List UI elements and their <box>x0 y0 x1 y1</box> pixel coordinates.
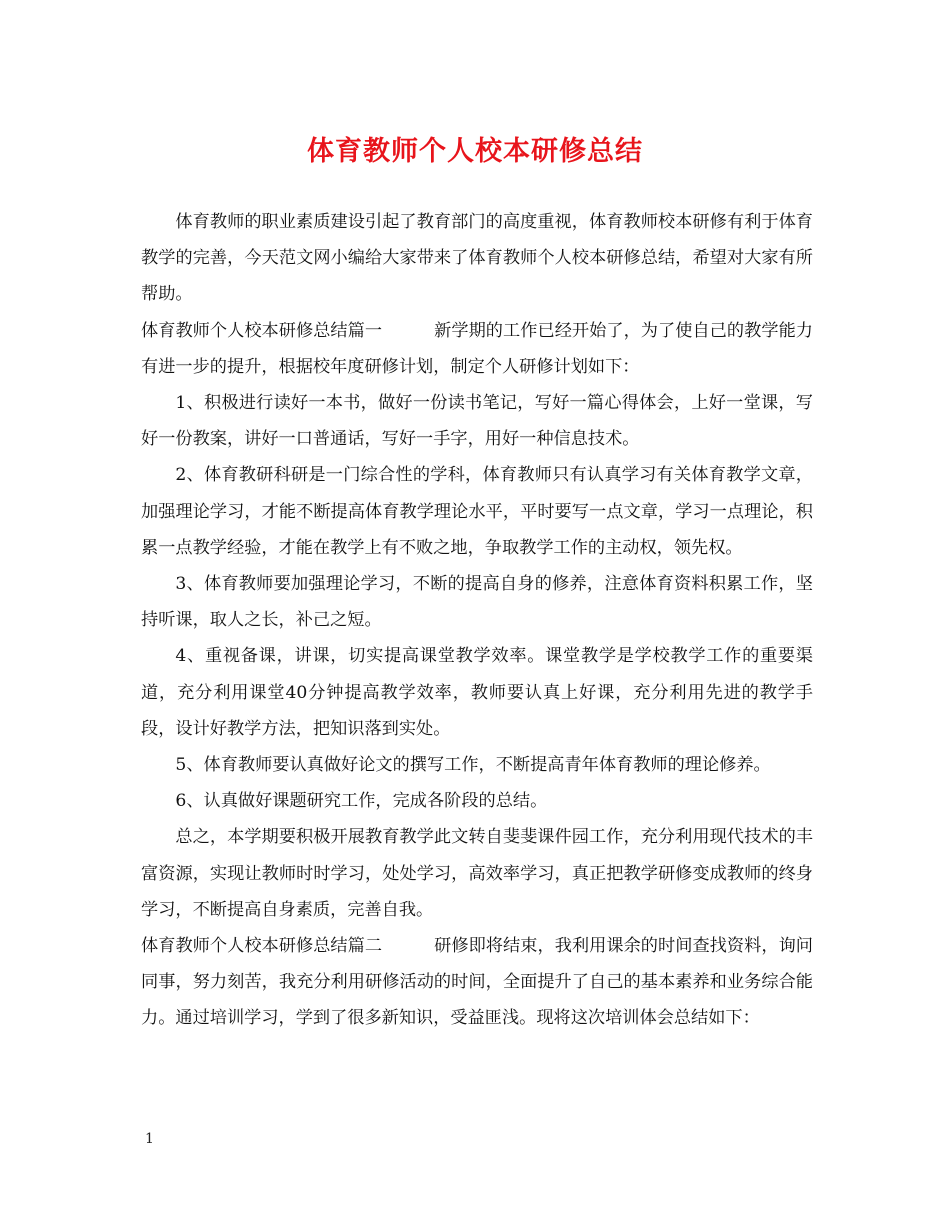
page-number: 1 <box>145 1131 154 1147</box>
section-1-heading: 体育教师个人校本研修总结篇一 <box>141 320 383 341</box>
list-item: 5、体育教师要认真做好论文的撰写工作，不断提高青年体育教师的理论修养。 <box>175 755 771 776</box>
section-2-heading: 体育教师个人校本研修总结篇二 <box>141 936 383 957</box>
section-1-paragraph <box>141 313 813 385</box>
list-item: 2、体育教研科研是一门综合性的学科，体育教师只有认真学习有关体育教学文章，加强理论学习，才能不断提高体育教学理论水平，平时要写一点文章，学习一点理论，积累一点教学经验，才能在教学上有不败之地，争取教学工作的主动权，领先权。 <box>141 465 813 558</box>
section-2-lead: 研修即将结束，我利用课余的时间查找资料，询问同事，努力刻苦，我充分利用研修活动的时间，全面提升了自己的基本素养和业务综合能力。通过培训学习，学到了很多新知识，受益匪浅。现将这次培训体会总结如下： <box>141 936 813 1029</box>
conclusion-paragraph: 总之，本学期要积极开展教育教学此文转自斐斐课件园工作，充分利用现代技术的丰富资源，实现让教师时时学习，处处学习，高效率学习，真正把教学研修变成教师的终身学习，不断提高自身素质，完善自我。 <box>141 827 813 920</box>
page-title: 体育教师个人校本研修总结 <box>307 136 643 167</box>
list-item: 4、重视备课，讲课，切实提高课堂教学效率。课堂教学是学校教学工作的重要渠道，充分利用课堂40分钟提高教学效率，教师要认真上好课，充分利用先进的教学手段，设计好教学方法，把知识落到实处。 <box>141 646 813 739</box>
list-item: 3、体育教师要加强理论学习，不断的提高自身的修养，注意体育资料积累工作，坚持听课，取人之长，补己之短。 <box>141 574 813 631</box>
section-2-paragraph <box>141 928 813 1037</box>
document-body <box>141 204 813 1037</box>
section-1-lead: 新学期的工作已经开始了，为了使自己的教学能力有进一步的提升，根据校年度研修计划，制定个人研修计划如下： <box>141 320 813 377</box>
list-item: 6、认真做好课题研究工作，完成各阶段的总结。 <box>175 791 548 812</box>
intro-paragraph: 体育教师的职业素质建设引起了教育部门的高度重视，体育教师校本研修有利于体育教学的完善，今天范文网小编给大家带来了体育教师个人校本研修总结，希望对大家有所帮助。 <box>141 212 813 305</box>
list-item: 1、积极进行读好一本书，做好一份读书笔记，写好一篇心得体会，上好一堂课，写好一份教案，讲好一口普通话，写好一手字，用好一种信息技术。 <box>141 393 813 450</box>
